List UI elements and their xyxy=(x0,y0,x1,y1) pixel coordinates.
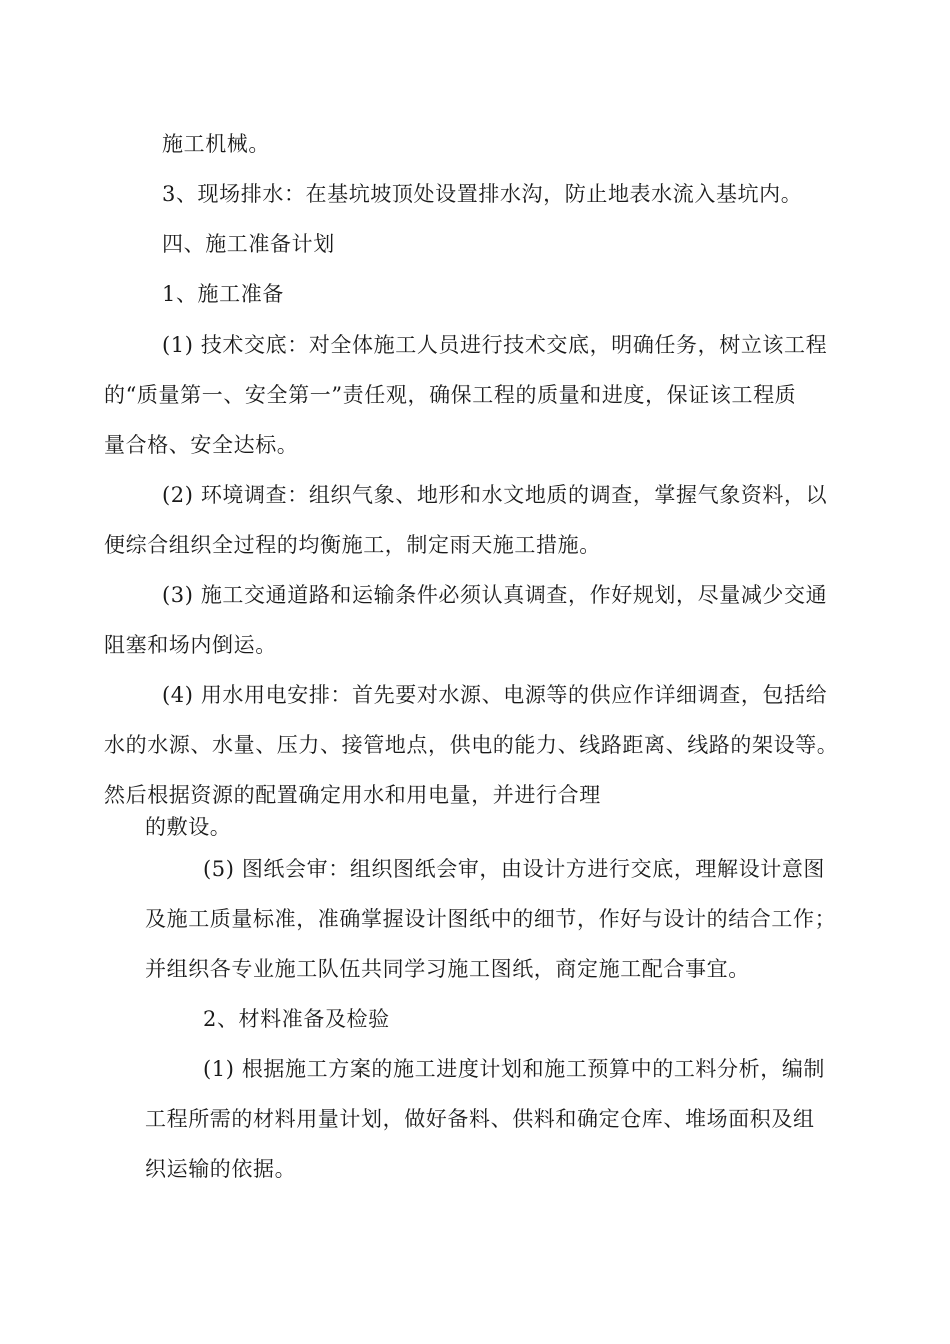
text-line: (4) 用水用电安排：首先要对水源、电源等的供应作详细调查，包括给 xyxy=(162,683,828,707)
text-line: 然后根据资源的配置确定用水和用电量，并进行合理 xyxy=(104,783,601,807)
text-line: 织运输的依据。 xyxy=(145,1157,297,1181)
text-line: 的敷设。 xyxy=(145,815,232,839)
text-line: 及施工质量标准，准确掌握设计图纸中的细节，作好与设计的结合工作； xyxy=(145,907,837,931)
text-line: 工程所需的材料用量计划，做好备料、供料和确定仓库、堆场面积及组 xyxy=(145,1107,815,1131)
subsection-heading: 1、施工准备 xyxy=(162,282,284,306)
text-line: (3) 施工交通道路和运输条件必须认真调查，作好规划，尽量减少交通 xyxy=(162,583,828,607)
text-line: (1) 根据施工方案的施工进度计划和施工预算中的工料分析，编制 xyxy=(203,1057,826,1081)
text-line: 量合格、安全达标。 xyxy=(104,433,299,457)
subsection-heading: 2、材料准备及检验 xyxy=(203,1007,390,1031)
text-line: (2) 环境调查：组织气象、地形和水文地质的调查，掌握气象资料，以 xyxy=(162,483,828,507)
text-line: 便综合组织全过程的均衡施工，制定雨天施工措施。 xyxy=(104,533,601,557)
text-line: 3、现场排水：在基坑坡顶处设置排水沟，防止地表水流入基坑内。 xyxy=(162,182,803,206)
text-line: 并组织各专业施工队伍共同学习施工图纸，商定施工配合事宜。 xyxy=(145,957,750,981)
text-line: (5) 图纸会审：组织图纸会审，由设计方进行交底，理解设计意图 xyxy=(203,857,826,881)
section-heading: 四、施工准备计划 xyxy=(162,232,335,256)
text-line: 水的水源、水量、压力、接管地点，供电的能力、线路距离、线路的架设等。 xyxy=(104,733,839,757)
text-line: 施工机械。 xyxy=(162,132,270,156)
text-line: (1) 技术交底：对全体施工人员进行技术交底，明确任务，树立该工程 xyxy=(162,333,828,357)
text-line: 阻塞和场内倒运。 xyxy=(104,633,277,657)
text-line: 的“质量第一、安全第一”责任观，确保工程的质量和进度，保证该工程质 xyxy=(104,383,797,407)
